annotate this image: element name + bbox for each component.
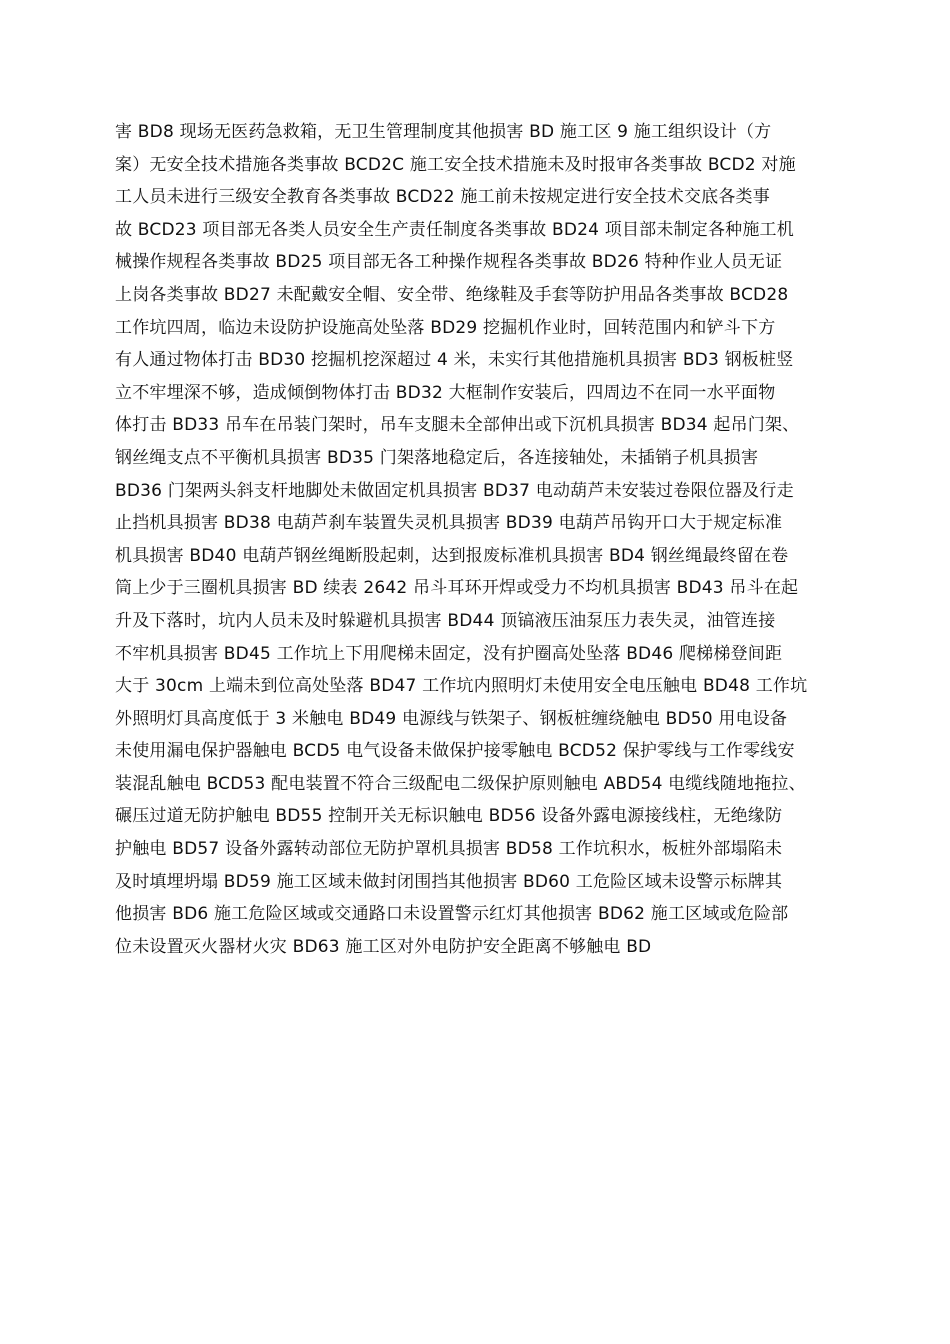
text-line: 械操作规程各类事故 BD25 项目部无各工种操作规程各类事故 BD26 特种作业人员无证 xyxy=(115,252,783,273)
text-line: 有人通过物体打击 BD30 挖掘机挖深超过 4 米，未实行其他措施机具损害 BD3 钢板桩竖 xyxy=(115,350,794,371)
text-line: 害 BD8 现场无医药急救箱，无卫生管理制度其他损害 BD 施工区 9 施工组织设计（方 xyxy=(115,122,772,142)
text-line: 大于 30cm 上端未到位高处坠落 BD47 工作坑内照明灯未使用安全电压触电 BD48 工作坑 xyxy=(115,676,808,697)
text-line: 装混乱触电 BCD53 配电装置不符合三级配电二级保护原则触电 ABD54 电缆线随地拖拉、 xyxy=(115,773,806,794)
text-line: 碾压过道无防护触电 BD55 控制开关无标识触电 BD56 设备外露电源接线柱，无绝缘防 xyxy=(115,806,783,827)
text-line: 升及下落时，坑内人员未及时躲避机具损害 BD44 顶镐液压油泵压力表失灵，油管连接 xyxy=(115,610,776,631)
text-line: 止挡机具损害 BD38 电葫芦刹车装置失灵机具损害 BD39 电葫芦吊钩开口大于规定标准 xyxy=(115,513,783,534)
text-line: 工人员未进行三级安全教育各类事故 BCD22 施工前未按规定进行安全技术交底各类事 xyxy=(115,187,770,208)
text-line: 他损害 BD6 施工危险区域或交通路口未设置警示红灯其他损害 BD62 施工区域或危险部 xyxy=(115,904,789,925)
text-line: 机具损害 BD40 电葫芦钢丝绳断股起刺，达到报废标准机具损害 BD4 钢丝绳最终留在卷 xyxy=(115,545,789,566)
text-line: 护触电 BD57 设备外露转动部位无防护罩机具损害 BD58 工作坑积水，板桩外部塌陷未 xyxy=(115,839,783,860)
document-body-text xyxy=(115,116,845,963)
text-line: 立不牢埋深不够，造成倾倒物体打击 BD32 大框制作安装后，四周边不在同一水平面物 xyxy=(115,382,776,403)
text-line: 及时填埋坍塌 BD59 施工区域未做封闭围挡其他损害 BD60 工危险区域未设警示标牌其 xyxy=(115,871,783,892)
text-line: 上岗各类事故 BD27 未配戴安全帽、安全带、绝缘鞋及手套等防护用品各类事故 BCD28 xyxy=(115,284,789,305)
text-line: 故 BCD23 项目部无各类人员安全生产责任制度各类事故 BD24 项目部未制定各种施工机 xyxy=(115,219,794,240)
text-line: 位未设置灭火器材火灾 BD63 施工区对外电防护安全距离不够触电 BD xyxy=(115,936,652,957)
text-line: 筒上少于三圈机具损害 BD 续表 2642 吊斗耳环开焊或受力不均机具损害 BD43 吊斗在起 xyxy=(115,578,799,599)
text-line: 工作坑四周，临边未设防护设施高处坠落 BD29 挖掘机作业时，回转范围内和铲斗下方 xyxy=(115,317,776,338)
text-line: 钢丝绳支点不平衡机具损害 BD35 门架落地稳定后，各连接轴处，未插销子机具损害 xyxy=(115,447,759,468)
text-line: 外照明灯具高度低于 3 米触电 BD49 电源线与铁架子、钢板桩缠绕触电 BD50 用电设备 xyxy=(115,708,788,729)
text-line: 不牢机具损害 BD45 工作坑上下用爬梯未固定，没有护圈高处坠落 BD46 爬梯梯登间距 xyxy=(115,643,783,664)
text-line: 体打击 BD33 吊车在吊装门架时，吊车支腿未全部伸出或下沉机具损害 BD34 起吊门架、 xyxy=(115,415,800,436)
text-line: 案）无安全技术措施各类事故 BCD2C 施工安全技术措施未及时报审各类事故 BCD2 对施 xyxy=(115,154,796,175)
text-line: BD36 门架两头斜支杆地脚处未做固定机具损害 BD37 电动葫芦未安装过卷限位器及行走 xyxy=(115,480,794,501)
text-line: 未使用漏电保护器触电 BCD5 电气设备未做保护接零触电 BCD52 保护零线与工作零线安 xyxy=(115,741,795,762)
